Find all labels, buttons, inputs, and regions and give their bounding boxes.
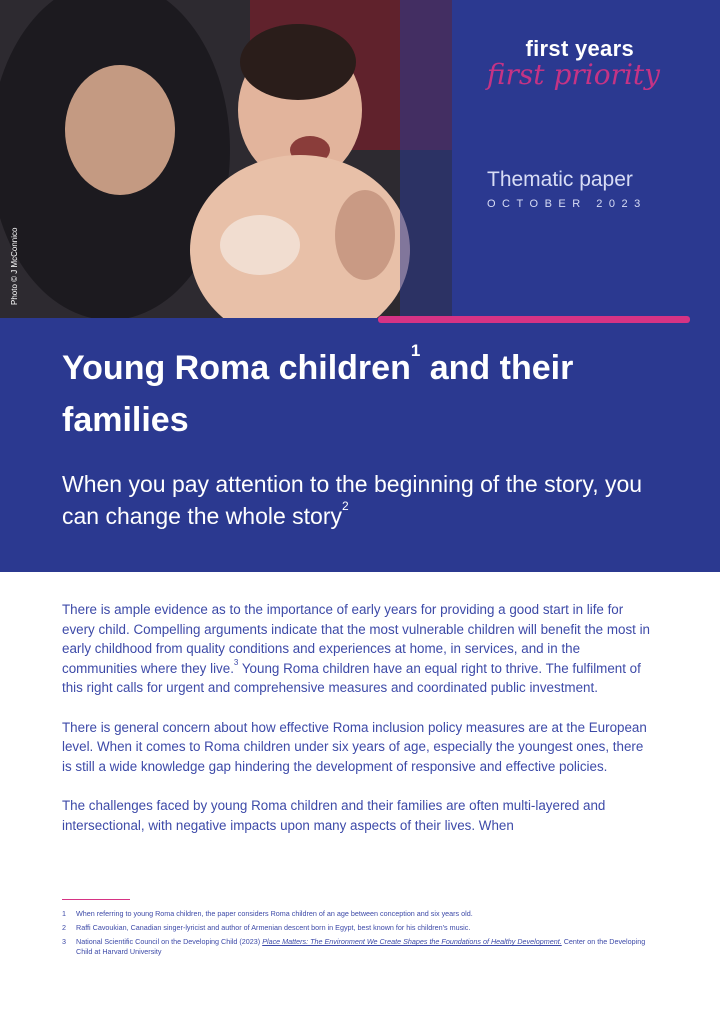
footnote-text: [76, 937, 662, 957]
paragraph-3: The challenges faced by young Roma children and their families are often multi-layered and intersectional, with negative impacts upon many aspects of their lives. When: [62, 798, 606, 833]
title-text-2: and their families: [62, 349, 574, 439]
footnote-3: [62, 937, 662, 957]
footnote-3-text-b: Center on the Developing Child at Harvard University: [76, 937, 646, 956]
subtitle-text: When you pay attention to the beginning of the story, you can change the whole story: [62, 471, 643, 529]
title-text-1: Young Roma children: [62, 349, 411, 387]
paragraph-1: [62, 600, 652, 698]
footnotes: [62, 909, 662, 961]
paragraph-2: There is general concern about how effective Roma inclusion policy measures are at the European level. When it comes to Roma children under six years of age, especially the youngest ones, there is still a wide knowledge gap hindering the development of responsive and effective policies.: [62, 719, 647, 774]
paragraph-1-footnote-ref[interactable]: 3: [233, 657, 239, 667]
footnote-3-link[interactable]: Place Matters: The Environment We Create Shapes the Foundations of Healthy Development.: [262, 937, 562, 946]
footnote-text: When referring to young Roma children, the paper considers Roma children of an age between conception and six years old.: [76, 909, 473, 918]
page-subtitle: [62, 468, 682, 532]
paragraph-1-text-b: Young Roma children have an equal right to thrive. The fulfilment of this right calls for urgent and comprehensive measures and coordinated public investment.: [62, 660, 641, 695]
title-footnote-ref[interactable]: 1: [410, 341, 421, 360]
hero-header: [0, 0, 720, 318]
page-title: [62, 342, 702, 446]
footnote-number: 3: [62, 937, 66, 946]
footnote-2: [62, 923, 662, 933]
footnote-number: 2: [62, 923, 66, 932]
document-type: Thematic paper: [487, 168, 633, 191]
brand-logo-line1: first years: [525, 36, 634, 61]
body-text: [62, 600, 652, 855]
footnote-3-text-a: National Scientific Council on the Developing Child (2023): [76, 937, 263, 946]
paragraph-1-text-a: There is ample evidence as to the importance of early years for providing a good start in life for every child. Compelling arguments indicate that the most vulnerable children will benefit the most in early childhood from quality conditions and experiences at home, in services, and in the communities where they live.: [62, 602, 650, 676]
footnote-text: Raffi Cavoukian, Canadian singer-lyricist and author of Armenian descent born in Egypt, best known for his children's music.: [76, 923, 471, 932]
accent-bar: [378, 316, 690, 323]
footnote-1: [62, 909, 662, 919]
document-date: OCTOBER 2023: [487, 198, 647, 210]
photo-credit: Photo © J McConnico: [10, 227, 19, 305]
photo-illustration: [0, 0, 452, 318]
footnote-divider: [62, 899, 130, 900]
brand-logo-line2: first priority: [486, 58, 660, 91]
footnote-number: 1: [62, 909, 66, 918]
cover-photo: [0, 0, 452, 318]
subtitle-footnote-ref[interactable]: 2: [342, 499, 349, 513]
